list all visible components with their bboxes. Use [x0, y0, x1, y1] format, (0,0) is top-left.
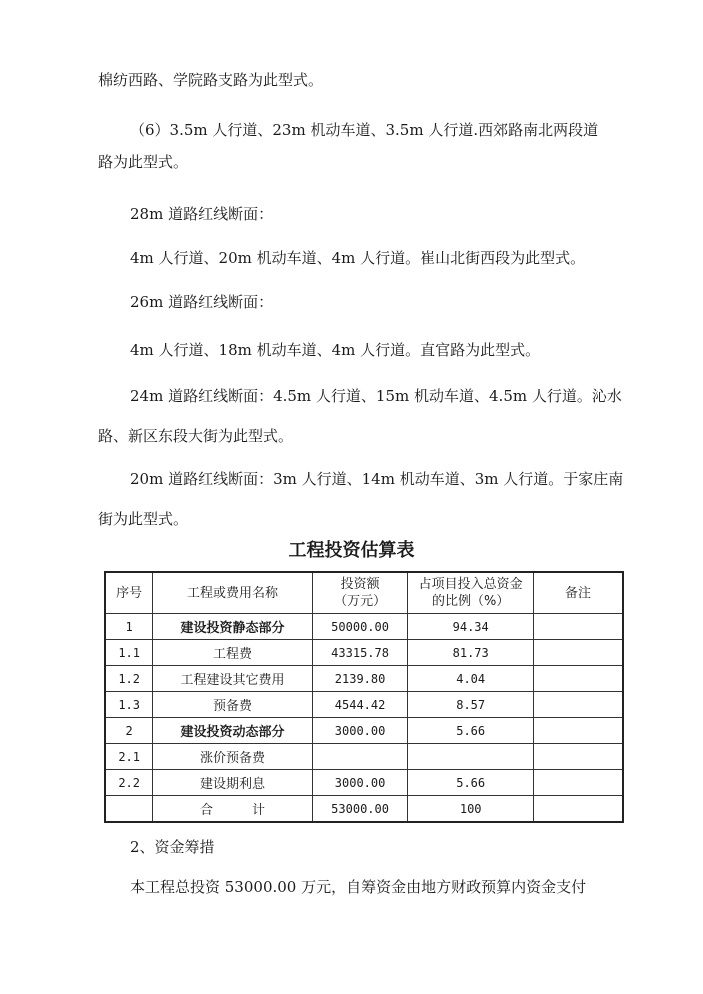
cell-name: 预备费: [153, 692, 312, 718]
cell-ratio: 81.73: [408, 640, 533, 666]
cell-amount: 2139.80: [312, 666, 408, 692]
cell-ratio: 8.57: [408, 692, 533, 718]
table-row: [105, 744, 623, 770]
paragraph-line: 24m 道路红线断面：4.5m 人行道、15m 机动车道、4.5m 人行道。沁水: [130, 387, 622, 405]
cell-remark: [533, 718, 623, 744]
cell-no: 2.1: [105, 744, 153, 770]
paragraph-line: 街为此型式。: [98, 510, 189, 528]
cell-no: 1.1: [105, 640, 153, 666]
cell-name: 涨价预备费: [153, 744, 312, 770]
cell-amount: 3000.00: [312, 718, 408, 744]
paragraph-line: 路、新区东段大街为此型式。: [98, 427, 294, 445]
header-amount-line2: （万元）: [334, 594, 387, 609]
paragraph-line: 20m 道路红线断面：3m 人行道、14m 机动车道、3m 人行道。于家庄南: [130, 470, 624, 488]
cell-amount: 50000.00: [312, 614, 408, 640]
paragraph-line: 棉纺西路、学院路支路为此型式。: [98, 71, 324, 89]
cell-name: 建设期利息: [153, 770, 312, 796]
cell-ratio: 4.04: [408, 666, 533, 692]
cell-remark: [533, 666, 623, 692]
table-title: 工程投资估算表: [288, 540, 415, 561]
cell-name: 建设投资动态部分: [153, 718, 312, 744]
header-amount: [312, 572, 408, 614]
header-ratio-line1: 占项目投入总资金: [418, 577, 523, 592]
header-name: 工程或费用名称: [153, 572, 312, 614]
header-remark: 备注: [533, 572, 623, 614]
cell-ratio: 100: [408, 796, 533, 823]
table-row: [105, 614, 623, 640]
table-row: [105, 718, 623, 744]
cell-remark: [533, 640, 623, 666]
cell-name: 工程建设其它费用: [153, 666, 312, 692]
cell-ratio: 94.34: [408, 614, 533, 640]
header-amount-line1: 投资额: [340, 577, 380, 592]
paragraph-line: 26m 道路红线断面：: [130, 293, 274, 311]
header-ratio-line2: 的比例（%）: [432, 594, 510, 609]
paragraph-line: 4m 人行道、18m 机动车道、4m 人行道。直官路为此型式。: [130, 341, 541, 359]
table-row: [105, 692, 623, 718]
cell-amount: [312, 744, 408, 770]
cell-amount: 3000.00: [312, 770, 408, 796]
cell-no: 1: [105, 614, 153, 640]
cell-name: 工程费: [153, 640, 312, 666]
cell-remark: [533, 692, 623, 718]
cell-name: 建设投资静态部分: [153, 614, 312, 640]
paragraph-line: （6）3.5m 人行道、23m 机动车道、3.5m 人行道.西郊路南北两段道: [130, 121, 599, 139]
cell-amount: 43315.78: [312, 640, 408, 666]
table-row: [105, 640, 623, 666]
table-header-row: [105, 572, 623, 614]
cell-no: [105, 796, 153, 823]
cell-ratio: [408, 744, 533, 770]
table-total-row: [105, 796, 623, 823]
investment-estimate-table: [104, 571, 624, 823]
cell-ratio: 5.66: [408, 718, 533, 744]
cell-amount: 4544.42: [312, 692, 408, 718]
cell-no: 2: [105, 718, 153, 744]
header-no: 序号: [105, 572, 153, 614]
cell-no: 2.2: [105, 770, 153, 796]
paragraph-line: 路为此型式。: [98, 153, 189, 171]
paragraph-line: 28m 道路红线断面：: [130, 205, 274, 223]
section-heading: 2、资金筹措: [130, 838, 215, 856]
header-ratio: [408, 572, 533, 614]
paragraph-line: 4m 人行道、20m 机动车道、4m 人行道。崔山北街西段为此型式。: [130, 249, 586, 267]
cell-ratio: 5.66: [408, 770, 533, 796]
cell-remark: [533, 770, 623, 796]
cell-remark: [533, 614, 623, 640]
cell-name: 合 计: [153, 796, 312, 823]
cell-no: 1.2: [105, 666, 153, 692]
cell-no: 1.3: [105, 692, 153, 718]
table-row: [105, 770, 623, 796]
table-row: [105, 666, 623, 692]
cell-remark: [533, 796, 623, 823]
cell-remark: [533, 744, 623, 770]
cell-amount: 53000.00: [312, 796, 408, 823]
closing-paragraph: 本工程总投资 53000.00 万元，自筹资金由地方财政预算内资金支付: [130, 878, 587, 896]
